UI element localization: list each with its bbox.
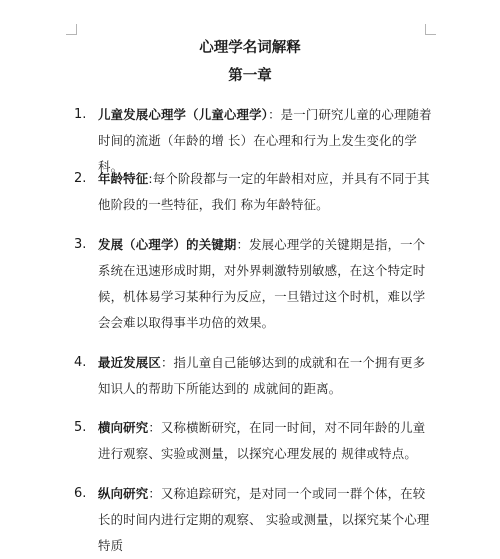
item-separator: ：	[236, 237, 250, 252]
item-number: 3.	[74, 237, 87, 252]
item-term: 横向研究	[98, 420, 149, 435]
crop-mark-top-right	[425, 24, 436, 35]
item-definition: 每个阶段都与一定的年龄相对应，并具有不同于其他阶段的一些特征，我们 称为年龄特征。	[98, 171, 430, 212]
item-number: 6.	[74, 486, 87, 501]
item-text	[98, 415, 434, 467]
item-number: 5.	[74, 420, 87, 435]
item-number: 4.	[74, 355, 87, 370]
chapter-heading: 第一章	[228, 68, 272, 84]
item-separator: ：	[160, 355, 174, 370]
item-term: 儿童发展心理学（儿童心理学）	[98, 107, 269, 122]
item-separator: ：	[148, 420, 161, 435]
item-definition: 又称横断研究，在同一时间，对不同年龄的儿童进行观察、实验或测量，以探究心理发展的 规律或特点。	[98, 420, 426, 461]
item-number: 1.	[74, 107, 87, 122]
definition-item	[74, 166, 434, 218]
crop-mark-top-left	[66, 24, 77, 35]
document-title: 心理学名词解释	[199, 40, 301, 56]
item-separator: ：	[268, 107, 281, 122]
item-text	[98, 481, 434, 559]
item-text	[98, 232, 434, 336]
item-definition: 指儿童自己能够达到的成就和在一个拥有更多知识人的帮助下所能达到的 成就间的距离。	[98, 355, 426, 396]
item-definition: 发展心理学的关键期是指，一个系统在迅速形成时期，对外界刺激特别敏感，在这个特定时 候，机体易学习某种行为反应，一旦错过这个时机，难以学会会难以取得事半功倍的效果。	[98, 237, 426, 330]
item-separator: :	[148, 171, 153, 186]
item-number: 2.	[74, 171, 87, 186]
item-term: 年龄特征	[98, 171, 149, 186]
definition-item	[74, 415, 434, 467]
item-term: 最近发展区	[98, 355, 161, 370]
item-separator: ：	[148, 486, 161, 501]
item-term: 发展（心理学）的关键期	[98, 237, 237, 252]
definition-item	[74, 481, 434, 559]
item-term: 纵向研究	[98, 486, 149, 501]
item-text	[98, 350, 434, 402]
item-text	[98, 166, 434, 218]
item-definition: 又称追踪研究，是对同一个或同一群个体，在较长的时间内进行定期的观察、 实验或测量，以探究某个心理特质	[98, 486, 430, 553]
item-definition: 是一门研究儿童的心理随着时间的流逝（年龄的增 长）在心理和行为上发生变化的学科。	[98, 107, 432, 174]
definition-item	[74, 232, 434, 336]
definition-item	[74, 350, 434, 402]
